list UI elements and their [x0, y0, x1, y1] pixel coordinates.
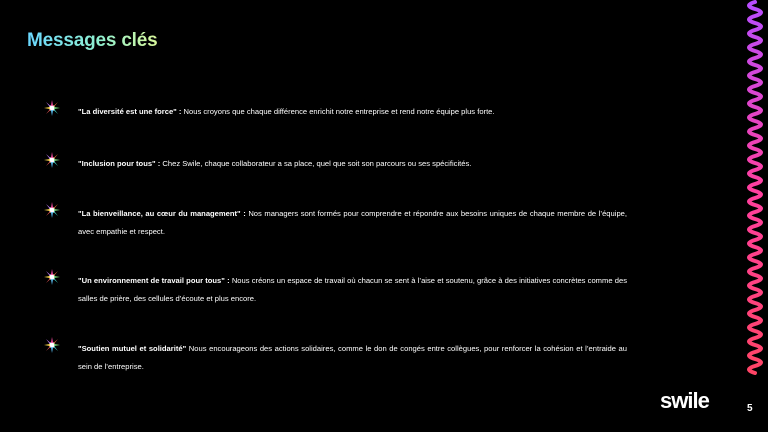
key-message-body: Chez Swile, chaque collaborateur a sa place, quel que soit son parcours ou ses spécificités.	[162, 159, 472, 168]
key-message-text	[78, 340, 627, 376]
key-message-body: Nos managers sont formés pour comprendre et répondre aux besoins uniques de chaque membre de l’équipe, avec empathie et respect.	[78, 209, 627, 236]
colorful-hands-icon	[42, 98, 62, 118]
key-message-body: Nous créons un espace de travail où chacun se sent à l’aise et soutenu, grâce à des initiatives concrètes comme des salles de prière, des cellules d’écoute et plus encore.	[78, 276, 627, 303]
colorful-hands-icon	[42, 150, 62, 170]
decorative-wave	[742, 0, 768, 375]
key-message-separator: :	[240, 209, 249, 218]
page-title: Messages clés	[27, 30, 158, 51]
key-message-lead: "Un environnement de travail pour tous"	[78, 276, 225, 285]
key-message-lead: "Inclusion pour tous"	[78, 159, 156, 168]
key-message-separator: :	[224, 276, 232, 285]
colorful-hands-icon	[42, 267, 62, 287]
key-message-lead: "La diversité est une force"	[78, 107, 177, 116]
key-message-text	[78, 205, 627, 241]
key-message-text	[78, 155, 627, 173]
colorful-hands-icon	[42, 335, 62, 355]
page-number: 5	[747, 403, 753, 414]
key-message-separator: :	[176, 107, 184, 116]
swile-logo: swile	[660, 388, 709, 413]
colorful-hands-icon	[42, 200, 62, 220]
key-message-body: Nous croyons que chaque différence enrichit notre entreprise et rend notre équipe plus forte.	[183, 107, 495, 116]
key-message-body: Nous encourageons des actions solidaires, comme le don de congés entre collègues, pour renforcer la cohésion et l’entraide au sein de l’entreprise.	[78, 344, 627, 371]
key-message-separator: :	[155, 159, 163, 168]
key-message-text	[78, 272, 627, 308]
key-message-lead: "La bienveillance, au cœur du management"	[78, 209, 241, 218]
key-message-text	[78, 103, 627, 121]
key-message-lead: "Soutien mutuel et solidarité"	[78, 344, 187, 353]
